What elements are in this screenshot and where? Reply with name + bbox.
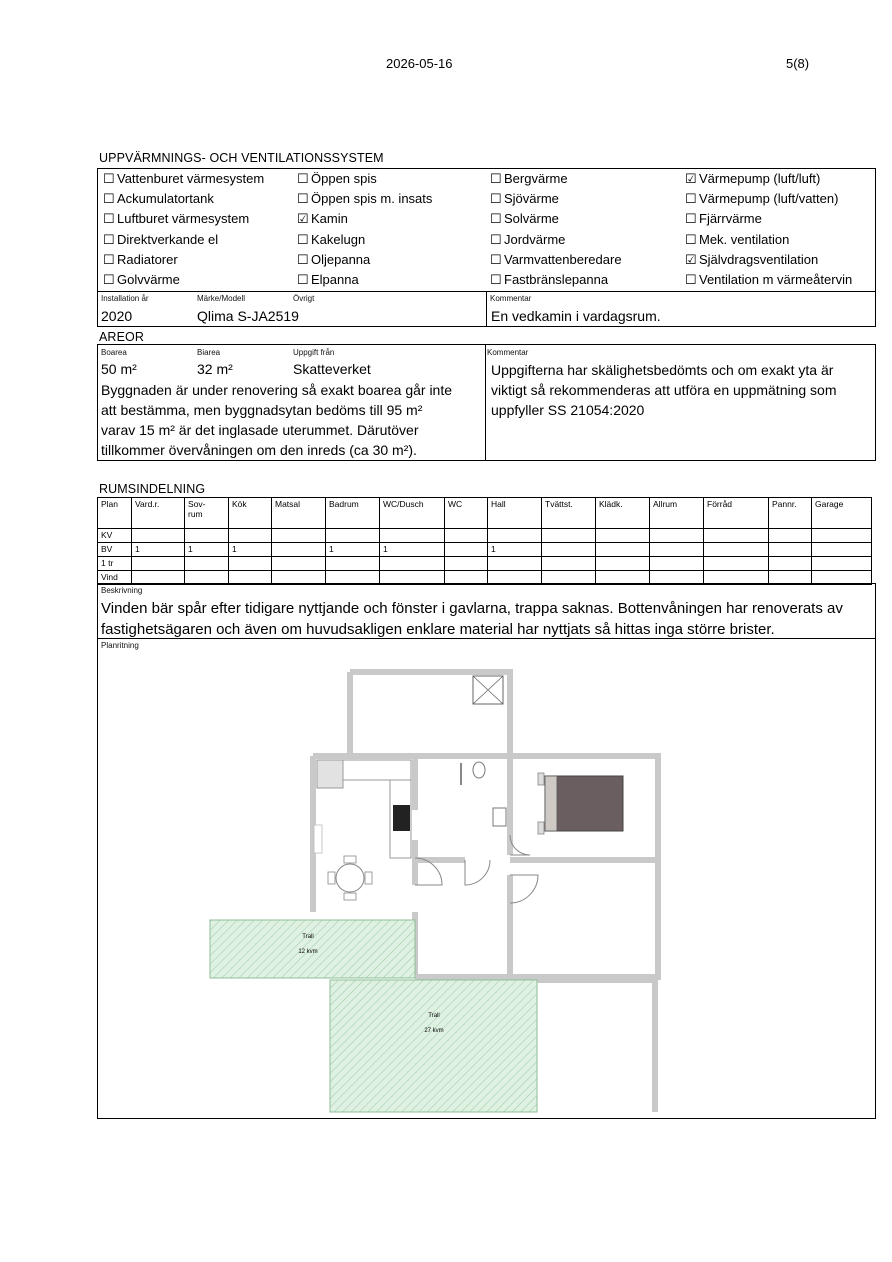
areas-comment-line: uppfyller SS 21054:2020 [491, 402, 645, 418]
checkbox-unchecked-icon[interactable]: ☐ [490, 211, 502, 227]
table-cell [326, 529, 380, 543]
table-cell [380, 529, 445, 543]
plan-divider [97, 638, 876, 639]
checkbox-unchecked-icon[interactable]: ☐ [297, 272, 309, 287]
heating-option-label: Ackumulatortank [117, 191, 214, 207]
areas-comment-line: Uppgifterna har skälighetsbedömts och om exakt yta är [491, 362, 834, 378]
checkbox-unchecked-icon[interactable]: ☐ [685, 272, 697, 287]
checkbox-checked-icon[interactable]: ☑ [297, 211, 309, 227]
table-cell: 1 [229, 543, 272, 557]
checkbox-unchecked-icon[interactable]: ☐ [490, 251, 502, 267]
heating-option[interactable] [297, 272, 359, 288]
deck-large-label: Trall [428, 1013, 440, 1019]
checkbox-unchecked-icon[interactable]: ☐ [297, 251, 309, 267]
heating-option[interactable] [685, 232, 789, 248]
rooms-desc-line: fastighetsägaren och även om huvudsakligen enklare material har nyttjats så hittas inga större brister. [101, 621, 775, 638]
heating-option-label: Golvvärme [117, 272, 180, 287]
table-cell [445, 529, 488, 543]
table-cell [769, 543, 812, 557]
checkbox-unchecked-icon[interactable]: ☐ [297, 171, 309, 186]
rooms-header-cell: Garage [812, 498, 872, 529]
table-cell [812, 543, 872, 557]
checkbox-unchecked-icon[interactable]: ☐ [103, 231, 115, 247]
table-cell [229, 557, 272, 571]
areas-comment [491, 360, 873, 420]
table-cell [704, 529, 769, 543]
heating-section-title: UPPVÄRMNINGS- OCH VENTILATIONSSYSTEM [99, 151, 384, 165]
table-cell [185, 557, 229, 571]
checkbox-unchecked-icon[interactable]: ☐ [490, 171, 502, 186]
heating-option[interactable] [490, 252, 622, 268]
deck-large-area: 27 kvm [424, 1028, 444, 1034]
areas-divider [485, 344, 486, 461]
table-cell [704, 543, 769, 557]
heating-option[interactable] [103, 211, 249, 227]
rooms-header-cell: Förråd [704, 498, 769, 529]
table-cell [380, 557, 445, 571]
table-row [98, 529, 872, 543]
heating-option[interactable] [297, 252, 370, 268]
heating-option-label: Mek. ventilation [699, 231, 790, 247]
heating-option-label: Varmvattenberedare [504, 251, 622, 267]
table-cell [596, 557, 650, 571]
table-cell [326, 557, 380, 571]
checkbox-unchecked-icon[interactable]: ☐ [103, 171, 115, 186]
heating-option[interactable] [103, 272, 180, 288]
checkbox-unchecked-icon[interactable]: ☐ [103, 211, 115, 227]
table-cell [650, 529, 704, 543]
heating-option[interactable] [685, 252, 818, 268]
areas-description [101, 380, 483, 460]
checkbox-unchecked-icon[interactable]: ☐ [103, 191, 115, 207]
heating-option[interactable] [297, 232, 365, 248]
heating-option[interactable] [297, 171, 377, 187]
areas-desc-line: varav 15 m² är det inglasade uterummet. Därutöver [101, 422, 419, 438]
table-cell [596, 543, 650, 557]
areas-comment-label: Kommentar [487, 348, 529, 357]
heating-option-label: Fjärrvärme [699, 211, 762, 227]
rooms-table [97, 497, 872, 585]
heating-option[interactable] [103, 191, 214, 207]
checkbox-unchecked-icon[interactable]: ☐ [490, 231, 502, 247]
rooms-header-cell: Klädk. [596, 498, 650, 529]
rooms-header-cell: Pannr. [769, 498, 812, 529]
table-cell [542, 557, 596, 571]
table-cell [132, 529, 185, 543]
heating-option-label: Värmepump (luft/vatten) [699, 191, 839, 207]
counter-top [343, 760, 411, 780]
description-label: Beskrivning [101, 586, 143, 595]
table-cell [132, 557, 185, 571]
checkbox-unchecked-icon[interactable]: ☐ [685, 211, 697, 227]
fridge [314, 825, 322, 853]
rooms-header-cell: Kök [229, 498, 272, 529]
sink [493, 808, 506, 826]
areas-desc-line: att bestämma, men byggnadsytan bedöms till 95 m² [101, 402, 423, 418]
toilet [473, 762, 485, 778]
floor-plan [200, 660, 670, 1115]
rooms-header-cell: Badrum [326, 498, 380, 529]
areas-desc-line: Byggnaden är under renovering så exakt boarea går inte [101, 382, 453, 398]
heating-option[interactable] [490, 272, 608, 288]
table-cell: 1 [380, 543, 445, 557]
plan-label: Planritning [101, 641, 139, 650]
heating-option[interactable] [685, 191, 838, 207]
table-cell [769, 529, 812, 543]
rooms-header-cell: Matsal [272, 498, 326, 529]
rooms-header-cell: Allrum [650, 498, 704, 529]
boarea-value: 50 m² [101, 361, 137, 377]
rooms-section-title: RUMSINDELNING [99, 482, 206, 496]
table-row [98, 543, 872, 557]
heating-option[interactable] [103, 252, 178, 268]
heating-option-label: Öppen spis m. insats [311, 191, 433, 207]
checkbox-unchecked-icon[interactable]: ☐ [490, 191, 502, 207]
table-row [98, 557, 872, 571]
heating-option-label: Oljepanna [311, 251, 371, 267]
rooms-header-cell: Plan [98, 498, 132, 529]
heating-option-label: Kakelugn [311, 231, 366, 247]
deck-small-area: 12 kvm [298, 949, 318, 955]
source-value: Skatteverket [293, 361, 371, 377]
header-date: 2026-05-16 [386, 56, 453, 71]
heating-option-label: Öppen spis [311, 171, 377, 186]
heating-option-label: Luftburet värmesystem [117, 211, 250, 227]
heating-option-label: Kamin [311, 211, 348, 227]
table-cell: KV [98, 529, 132, 543]
rooms-desc-line: Vinden bär spår efter tidigare nyttjande och fönster i gavlarna, trappa saknas. Bottenvåningen har renoverats av [101, 600, 843, 617]
heating-option[interactable] [490, 232, 565, 248]
rooms-header-row [98, 498, 872, 529]
checkbox-checked-icon[interactable]: ☑ [685, 171, 697, 186]
brand-value: Qlima S-JA2519 [197, 308, 299, 324]
table-cell [445, 557, 488, 571]
rooms-header-cell: WC [445, 498, 488, 529]
rooms-header-cell: WC/Dusch [380, 498, 445, 529]
table-cell: Vind [98, 571, 132, 585]
heating-option-label: Solvärme [504, 211, 559, 227]
heating-option[interactable] [685, 272, 852, 288]
heating-option-label: Direktverkande el [117, 231, 219, 247]
rooms-description [101, 598, 873, 640]
deck-large [330, 980, 537, 1112]
rooms-header-cell: Tvättst. [542, 498, 596, 529]
install-year-value: 2020 [101, 308, 133, 324]
checkbox-unchecked-icon[interactable]: ☐ [297, 231, 309, 247]
heating-option[interactable] [103, 232, 218, 248]
brand-label: Märke/Modell [197, 294, 246, 303]
table-cell [272, 543, 326, 557]
table-cell [650, 557, 704, 571]
source-label: Uppgift från [293, 348, 335, 357]
heating-option-label: Radiatorer [117, 251, 178, 267]
heating-option[interactable] [297, 191, 432, 207]
checkbox-checked-icon[interactable]: ☑ [685, 251, 697, 267]
table-cell [185, 529, 229, 543]
heating-option-label: Vattenburet värmesystem [117, 171, 265, 186]
table-cell [542, 543, 596, 557]
deck-small-label: Trall [302, 934, 314, 940]
heating-option-label: Jordvärme [504, 231, 566, 247]
heating-option[interactable] [685, 171, 820, 187]
heating-option-label: Ventilation m värmeåtervin [699, 272, 853, 287]
rooms-header-cell: Vard.r. [132, 498, 185, 529]
heating-option[interactable] [490, 211, 559, 227]
checkbox-unchecked-icon[interactable]: ☐ [103, 272, 115, 287]
table-cell: 1 tr [98, 557, 132, 571]
table-cell [812, 529, 872, 543]
heating-option-label: Elpanna [311, 272, 359, 287]
biarea-value: 32 m² [197, 361, 233, 377]
checkbox-unchecked-icon[interactable]: ☐ [685, 191, 697, 207]
heating-option-label: Värmepump (luft/luft) [699, 171, 821, 186]
heating-option[interactable] [490, 171, 568, 187]
areas-desc-line: tillkommer övervåningen om den inreds (ca 30 m²). [101, 442, 417, 458]
heating-option-label: Bergvärme [504, 171, 568, 186]
cooktop [393, 805, 410, 831]
heating-comment-value: En vedkamin i vardagsrum. [491, 308, 661, 324]
checkbox-unchecked-icon[interactable]: ☐ [103, 251, 115, 267]
biarea-label: Biarea [197, 348, 221, 357]
table-cell [488, 557, 542, 571]
heating-option-label: Fastbränslepanna [504, 272, 609, 287]
table-cell [445, 543, 488, 557]
stove [317, 760, 343, 788]
checkbox-unchecked-icon[interactable]: ☐ [297, 191, 309, 207]
boarea-label: Boarea [101, 348, 127, 357]
table-cell [272, 557, 326, 571]
table-cell [704, 557, 769, 571]
table-cell [769, 557, 812, 571]
table-cell [542, 529, 596, 543]
table-cell: 1 [185, 543, 229, 557]
table-cell: 1 [488, 543, 542, 557]
table-cell [488, 529, 542, 543]
page-number: 5(8) [786, 56, 810, 71]
table-cell [229, 529, 272, 543]
table-cell [596, 529, 650, 543]
table-cell [650, 543, 704, 557]
checkbox-unchecked-icon[interactable]: ☐ [685, 231, 697, 247]
areas-section-title: AREOR [99, 330, 144, 344]
table-cell: BV [98, 543, 132, 557]
heating-comment-label: Kommentar [490, 294, 532, 303]
checkbox-unchecked-icon[interactable]: ☐ [490, 272, 502, 287]
table-cell: 1 [132, 543, 185, 557]
rooms-header-cell: Hall [488, 498, 542, 529]
table-cell [812, 557, 872, 571]
heating-option-label: Självdragsventilation [699, 251, 819, 267]
heating-option[interactable] [490, 191, 559, 207]
heating-option-label: Sjövärme [504, 191, 559, 207]
install-year-label: Installation år [101, 294, 149, 303]
table-cell [272, 529, 326, 543]
heating-option[interactable] [685, 211, 762, 227]
installation-divider [486, 291, 487, 327]
heating-option[interactable] [297, 211, 348, 227]
table-cell: 1 [326, 543, 380, 557]
areas-comment-line: viktigt så rekommenderas att utföra en uppmätning som [491, 382, 837, 398]
rooms-header-cell: Sov- rum [185, 498, 229, 529]
heating-option[interactable] [103, 171, 264, 187]
dining-table [336, 864, 364, 892]
other-label: Övrigt [293, 294, 315, 303]
